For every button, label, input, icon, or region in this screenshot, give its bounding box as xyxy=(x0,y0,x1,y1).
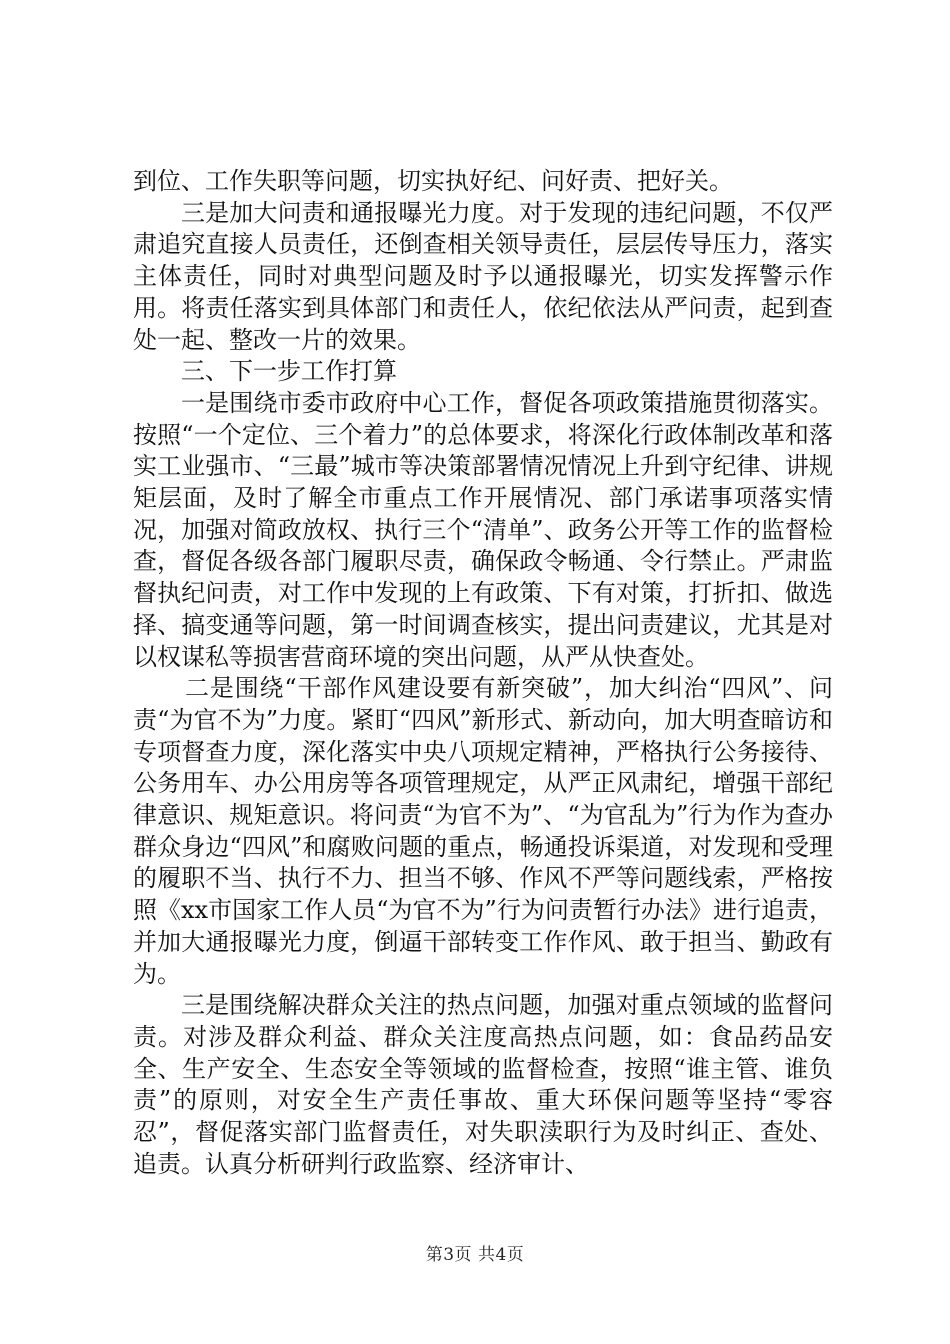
page-footer: 第3页 共4页 xyxy=(425,1245,525,1265)
section-heading-next-steps: 三、下一步工作打算 xyxy=(181,357,397,386)
paragraph-cadre-style: 二是围绕“干部作风建设要有新突破”，加大纠治“四风”、问责“为官不为”力度。紧盯“四风”新形式、新动向，加大明查暗访和专项督查力度，深化落实中央八项规定精神，严格执行公务接待、公务用车、办公用房等各项管理规定，从严正风肃纪，增强干部纪律意识、规矩意识。将问责“为官不为”、“为官乱为”行为作为查办群众身边“四风”和腐败问题的重点，畅通投诉渠道，对发现和受理的履职不当、执行不力、担当不够、作风不严等问题线索，严格按照《xx市国家工作人员“为官不为”行为问责暂行办法》进行追责，并加大通报曝光力度，倒逼干部转变工作作风、敢于担当、勤政有为。 xyxy=(133,674,833,988)
paragraph-accountability: 三是加大问责和通报曝光力度。对于发现的违纪问题，不仅严肃追究直接人员责任，还倒查相关领导责任，层层传导压力，落实主体责任，同时对典型问题及时予以通报曝光，切实发挥警示作用。将责任落实到具体部门和责任人，依纪依法从严问责，起到查处一起、整改一片的效果。 xyxy=(133,198,833,354)
paragraph-public-concerns: 三是围绕解决群众关注的热点问题，加强对重点领域的监督问责。对涉及群众利益、群众关注度高热点问题，如：食品药品安全、生产安全、生态安全等领域的监督检查，按照“谁主管、谁负责”的原则，对安全生产责任事故、重大环保问题等坚持“零容忍”，督促落实部门监督责任，对失职渎职行为及时纠正、查处、追责。认真分析研判行政监察、经济审计、 xyxy=(133,991,833,1178)
paragraph-continuation: 到位、工作失职等问题，切实执好纪、问好责、把好关。 xyxy=(133,167,733,195)
paragraph-policy-implementation: 一是围绕市委市政府中心工作，督促各项政策措施贯彻落实。按照“一个定位、三个着力”的总体要求，将深化行政体制改革和落实工业强市、“三最”城市等决策部署情况情况上升到守纪律、讲规矩层面，及时了解全市重点工作开展情况、部门承诺事项落实情况，加强对简政放权、执行三个“清单”、政务公开等工作的监督检查，督促各级各部门履职尽责，确保政令畅通、令行禁止。严肃监督执纪问责，对工作中发现的上有政策、下有对策，打折扣、做选择、搞变通等问题，第一时间调查核实，提出问责建议，尤其是对以权谋私等损害营商环境的突出问题，从严从快查处。 xyxy=(133,388,833,671)
document-body xyxy=(133,166,833,1181)
